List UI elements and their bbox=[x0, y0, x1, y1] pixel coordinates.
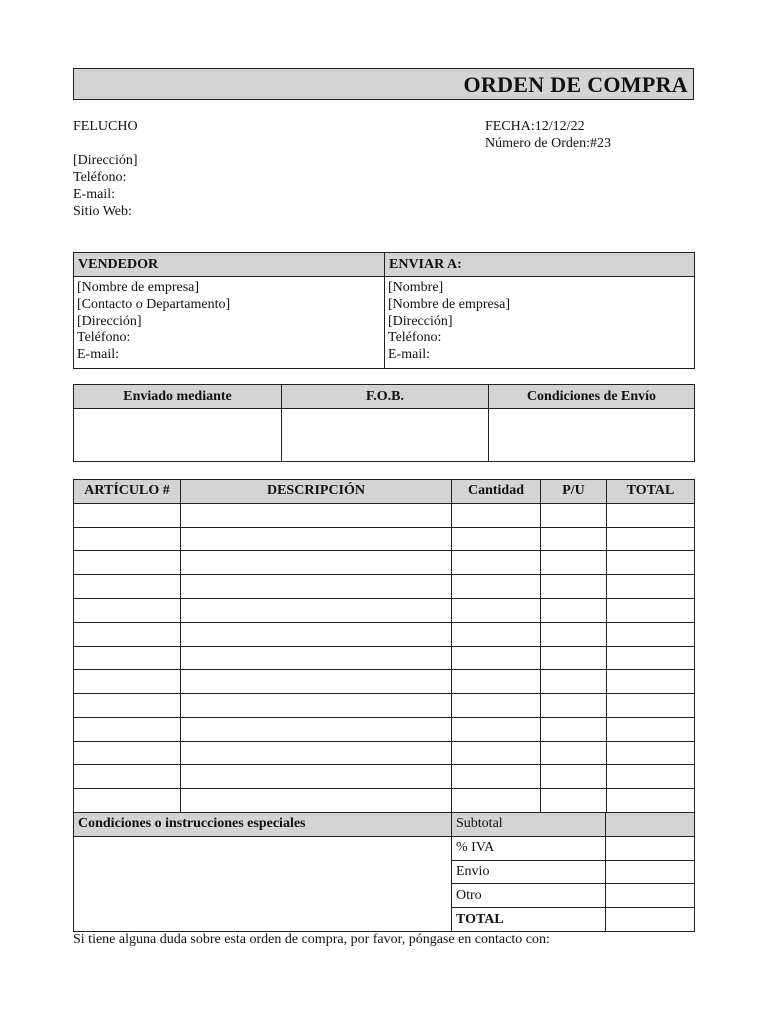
quantity-cell[interactable] bbox=[452, 551, 540, 574]
company-phone: Teléfono: bbox=[73, 170, 127, 185]
quantity-cell[interactable] bbox=[452, 789, 540, 812]
item-number-cell[interactable] bbox=[74, 765, 180, 788]
company-block bbox=[73, 118, 138, 220]
vendor-company: [Nombre de empresa] bbox=[77, 280, 200, 295]
other-label: Otro bbox=[452, 884, 605, 907]
line-total-cell[interactable] bbox=[607, 504, 694, 527]
line-total-cell[interactable] bbox=[607, 789, 694, 812]
item-number-cell[interactable] bbox=[74, 789, 180, 812]
item-number-cell[interactable] bbox=[74, 670, 180, 693]
quantity-header: Cantidad bbox=[452, 480, 540, 503]
quantity-cell[interactable] bbox=[452, 528, 540, 551]
description-cell[interactable] bbox=[181, 528, 451, 551]
quantity-cell[interactable] bbox=[452, 718, 540, 741]
unit-price-cell[interactable] bbox=[541, 528, 606, 551]
company-email: E-mail: bbox=[73, 187, 115, 202]
description-header: DESCRIPCIÓN bbox=[181, 480, 451, 503]
company-name: FELUCHO bbox=[73, 119, 138, 134]
quantity-cell[interactable] bbox=[452, 623, 540, 646]
conditions-input[interactable] bbox=[74, 837, 451, 931]
order-date-label: FECHA: bbox=[485, 119, 535, 134]
title-bar bbox=[73, 68, 694, 100]
description-cell[interactable] bbox=[181, 742, 451, 765]
vendor-details bbox=[74, 277, 384, 368]
description-cell[interactable] bbox=[181, 694, 451, 717]
footer-note-block bbox=[73, 931, 550, 948]
vendor-address: [Dirección] bbox=[77, 313, 142, 329]
unit-price-cell[interactable] bbox=[541, 694, 606, 717]
description-cell[interactable] bbox=[181, 718, 451, 741]
iva-value[interactable] bbox=[606, 837, 694, 860]
shipping-terms-cell[interactable] bbox=[489, 409, 694, 461]
unit-price-cell[interactable] bbox=[541, 599, 606, 622]
shipped-via-cell[interactable] bbox=[74, 409, 281, 461]
unit-price-cell[interactable] bbox=[541, 504, 606, 527]
ship-to-header: ENVIAR A: bbox=[385, 253, 694, 276]
unit-price-cell[interactable] bbox=[541, 623, 606, 646]
unit-price-cell[interactable] bbox=[541, 670, 606, 693]
footer-note: Si tiene alguna duda sobre esta orden de compra, por favor, póngase en contacto con: bbox=[73, 932, 550, 947]
order-number-value: #23 bbox=[589, 136, 611, 151]
line-total-cell[interactable] bbox=[607, 694, 694, 717]
line-total-cell[interactable] bbox=[607, 742, 694, 765]
unit-price-cell[interactable] bbox=[541, 551, 606, 574]
grand-total-value[interactable] bbox=[606, 908, 694, 931]
item-number-cell[interactable] bbox=[74, 551, 180, 574]
line-total-cell[interactable] bbox=[607, 670, 694, 693]
company-address: [Dirección] bbox=[73, 153, 138, 168]
line-total-cell[interactable] bbox=[607, 575, 694, 598]
line-total-cell[interactable] bbox=[607, 528, 694, 551]
quantity-cell[interactable] bbox=[452, 575, 540, 598]
order-number-label: Número de Orden: bbox=[485, 136, 590, 151]
quantity-cell[interactable] bbox=[452, 647, 540, 670]
ship-to-company: [Nombre de empresa] bbox=[388, 296, 511, 312]
unit-price-cell[interactable] bbox=[541, 789, 606, 812]
fob-header: F.O.B. bbox=[282, 385, 488, 408]
ship-to-name: [Nombre] bbox=[388, 280, 444, 295]
ship-to-phone: Teléfono: bbox=[388, 330, 442, 346]
totals-table bbox=[73, 812, 695, 932]
quantity-cell[interactable] bbox=[452, 670, 540, 693]
fob-cell[interactable] bbox=[282, 409, 488, 461]
line-total-cell[interactable] bbox=[607, 623, 694, 646]
line-total-cell[interactable] bbox=[607, 718, 694, 741]
unit-price-cell[interactable] bbox=[541, 575, 606, 598]
shipping-terms-header: Condiciones de Envío bbox=[489, 385, 694, 408]
unit-price-cell[interactable] bbox=[541, 742, 606, 765]
grand-total-label: TOTAL bbox=[452, 908, 605, 931]
order-date bbox=[485, 118, 611, 135]
line-total-cell[interactable] bbox=[607, 647, 694, 670]
item-number-cell[interactable] bbox=[74, 647, 180, 670]
subtotal-label: Subtotal bbox=[452, 813, 605, 836]
vendor-phone: Teléfono: bbox=[77, 330, 131, 346]
description-cell[interactable] bbox=[181, 623, 451, 646]
document-title: ORDEN DE COMPRA bbox=[463, 72, 688, 97]
item-number-header: ARTÍCULO # bbox=[74, 480, 180, 503]
order-date-value: 12/12/22 bbox=[534, 119, 585, 134]
description-cell[interactable] bbox=[181, 551, 451, 574]
unit-price-cell[interactable] bbox=[541, 765, 606, 788]
unit-price-header: P/U bbox=[541, 480, 606, 503]
order-info bbox=[485, 118, 611, 152]
iva-label: % IVA bbox=[452, 837, 605, 860]
vendor-shipto-table bbox=[73, 252, 695, 369]
item-number-cell[interactable] bbox=[74, 742, 180, 765]
description-cell[interactable] bbox=[181, 647, 451, 670]
item-number-cell[interactable] bbox=[74, 599, 180, 622]
vendor-header: VENDEDOR bbox=[74, 253, 384, 276]
description-cell[interactable] bbox=[181, 765, 451, 788]
ship-to-details bbox=[385, 277, 694, 368]
quantity-cell[interactable] bbox=[452, 742, 540, 765]
description-cell[interactable] bbox=[181, 575, 451, 598]
quantity-cell[interactable] bbox=[452, 504, 540, 527]
conditions-header: Condiciones o instrucciones especiales bbox=[74, 813, 451, 836]
description-cell[interactable] bbox=[181, 504, 451, 527]
item-number-cell[interactable] bbox=[74, 623, 180, 646]
item-number-cell[interactable] bbox=[74, 528, 180, 551]
unit-price-cell[interactable] bbox=[541, 718, 606, 741]
line-total-cell[interactable] bbox=[607, 551, 694, 574]
quantity-cell[interactable] bbox=[452, 765, 540, 788]
shipping-value[interactable] bbox=[606, 861, 694, 884]
shipping-table bbox=[73, 384, 695, 462]
vendor-email: E-mail: bbox=[77, 347, 119, 363]
item-number-cell[interactable] bbox=[74, 504, 180, 527]
description-cell[interactable] bbox=[181, 789, 451, 812]
quantity-cell[interactable] bbox=[452, 694, 540, 717]
item-number-cell[interactable] bbox=[74, 718, 180, 741]
shipped-via-header: Enviado mediante bbox=[74, 385, 281, 408]
item-number-cell[interactable] bbox=[74, 575, 180, 598]
order-number bbox=[485, 135, 611, 152]
subtotal-value[interactable] bbox=[606, 813, 694, 836]
shipping-label: Envio bbox=[452, 861, 605, 884]
unit-price-cell[interactable] bbox=[541, 647, 606, 670]
line-total-cell[interactable] bbox=[607, 765, 694, 788]
line-total-cell[interactable] bbox=[607, 599, 694, 622]
ship-to-email: E-mail: bbox=[388, 347, 430, 363]
ship-to-address: [Dirección] bbox=[388, 313, 453, 329]
item-number-cell[interactable] bbox=[74, 694, 180, 717]
company-website: Sitio Web: bbox=[73, 204, 132, 219]
other-value[interactable] bbox=[606, 884, 694, 907]
description-cell[interactable] bbox=[181, 670, 451, 693]
total-header: TOTAL bbox=[607, 480, 694, 503]
vendor-contact: [Contacto o Departamento] bbox=[77, 296, 231, 312]
quantity-cell[interactable] bbox=[452, 599, 540, 622]
items-table bbox=[73, 479, 695, 813]
description-cell[interactable] bbox=[181, 599, 451, 622]
